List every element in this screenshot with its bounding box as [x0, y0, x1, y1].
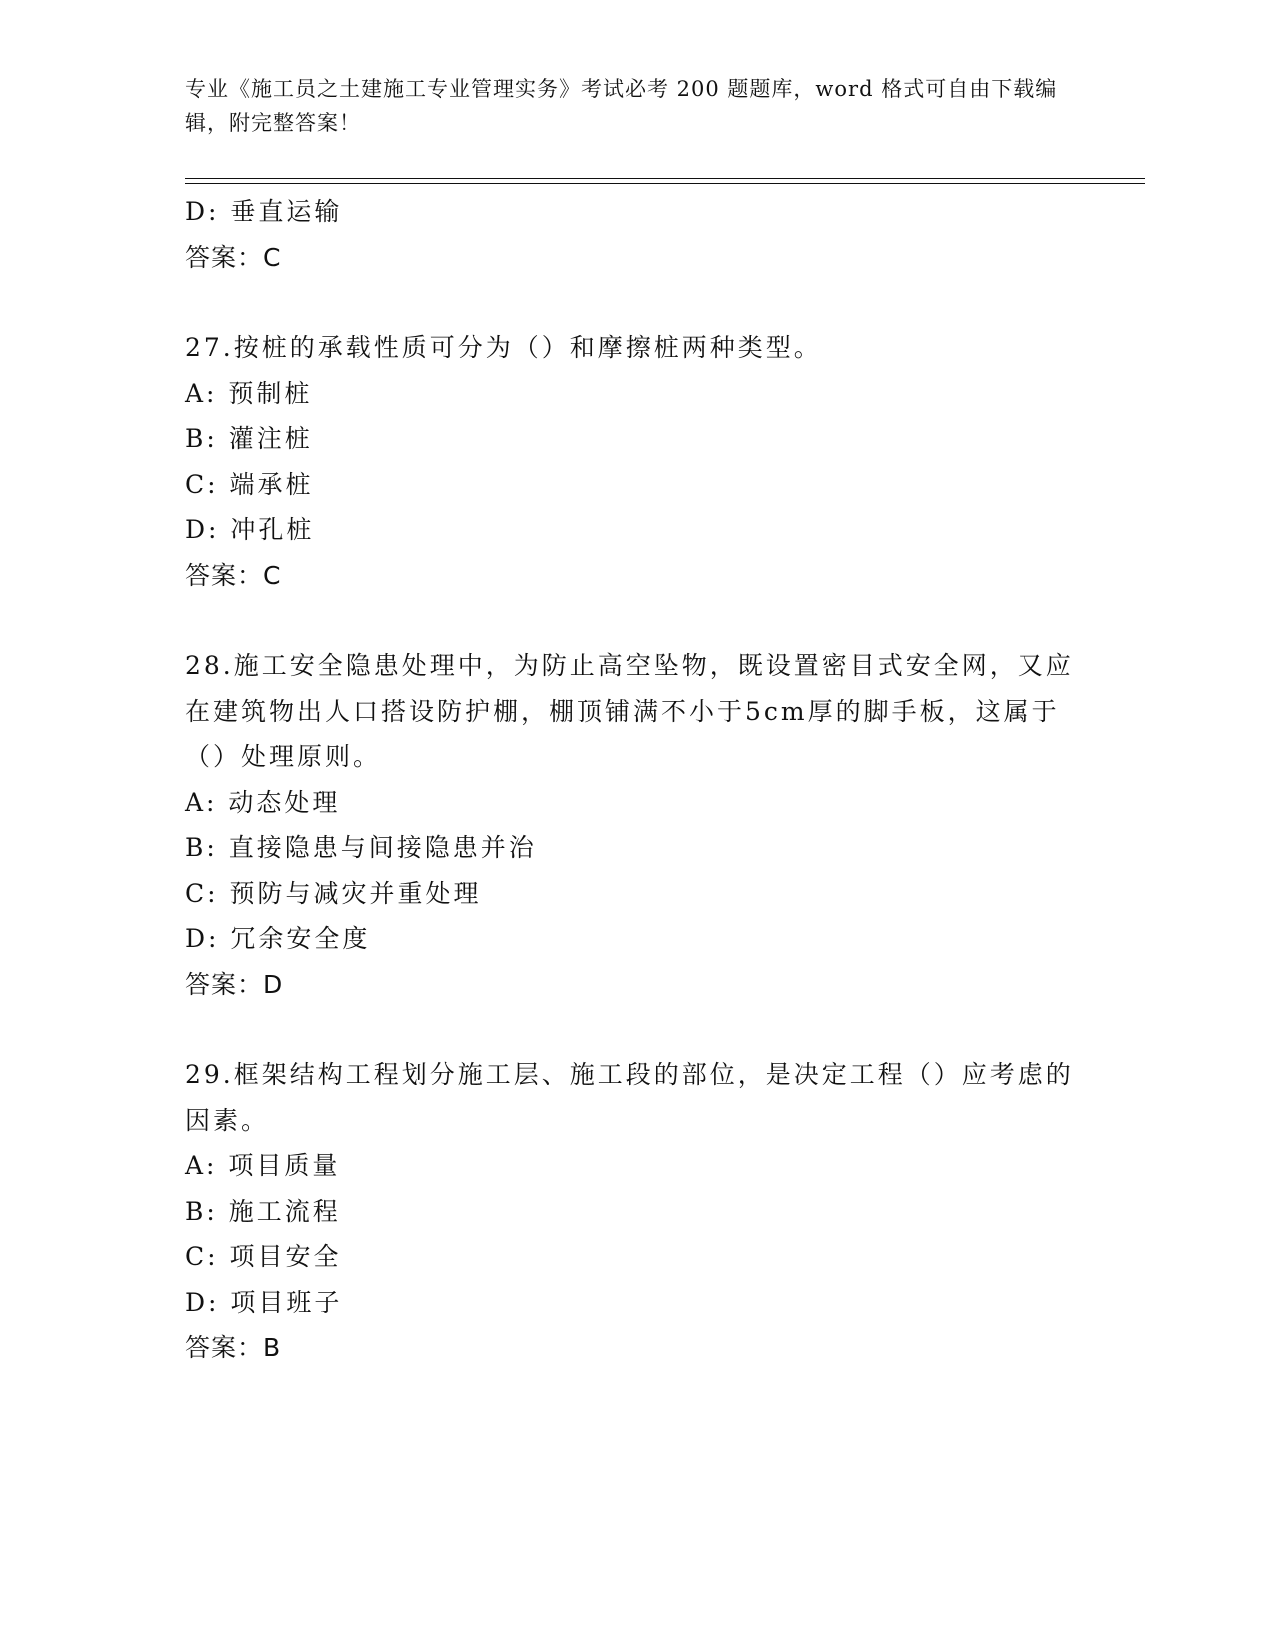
option-d: D: 项目班子 — [185, 1287, 343, 1317]
carryover-option-d: D: 垂直运输 — [185, 197, 343, 226]
option-a: A: 预制桩 — [185, 378, 313, 408]
question-29 — [185, 1052, 1085, 1371]
carryover-answer: 答案：C — [185, 242, 282, 272]
page-header: 专业《施工员之土建施工专业管理实务》考试必考 200 题题库，word 格式可自由下载编辑，附完整答案！ — [185, 77, 1058, 135]
document-body — [185, 189, 1085, 1371]
answer-line: 答案：B — [185, 1333, 282, 1362]
header-divider-bottom — [185, 183, 1145, 184]
option-d: D: 冲孔桩 — [185, 515, 315, 544]
spacer — [185, 280, 1085, 325]
option-a: A: 项目质量 — [185, 1151, 341, 1180]
option-b: B: 灌注桩 — [185, 424, 313, 453]
option-b: B: 直接隐患与间接隐患并治 — [185, 833, 537, 862]
option-a: A: 动态处理 — [185, 787, 341, 817]
question-stem: 29.框架结构工程划分施工层、施工段的部位，是决定工程（）应考虑的因素。 — [185, 1060, 1074, 1135]
question-stem: 28.施工安全隐患处理中，为防止高空坠物，既设置密目式安全网，又应在建筑物出人口搭设防护棚，棚顶铺满不小于5cm厚的脚手板，这属于（）处理原则。 — [185, 651, 1074, 771]
spacer — [185, 1007, 1085, 1052]
option-b: B: 施工流程 — [185, 1196, 341, 1226]
question-28 — [185, 643, 1085, 1007]
option-c: C: 端承桩 — [185, 469, 314, 499]
answer-line: 答案：D — [185, 969, 284, 999]
spacer — [185, 598, 1085, 643]
question-stem: 27.按桩的承载性质可分为（）和摩擦桩两种类型。 — [185, 333, 822, 362]
question-27 — [185, 325, 1085, 598]
option-c: C: 项目安全 — [185, 1242, 342, 1271]
header-divider-top — [185, 178, 1145, 179]
option-d: D: 冗余安全度 — [185, 924, 371, 953]
option-c: C: 预防与减灾并重处理 — [185, 878, 482, 908]
answer-line: 答案：C — [185, 560, 282, 590]
